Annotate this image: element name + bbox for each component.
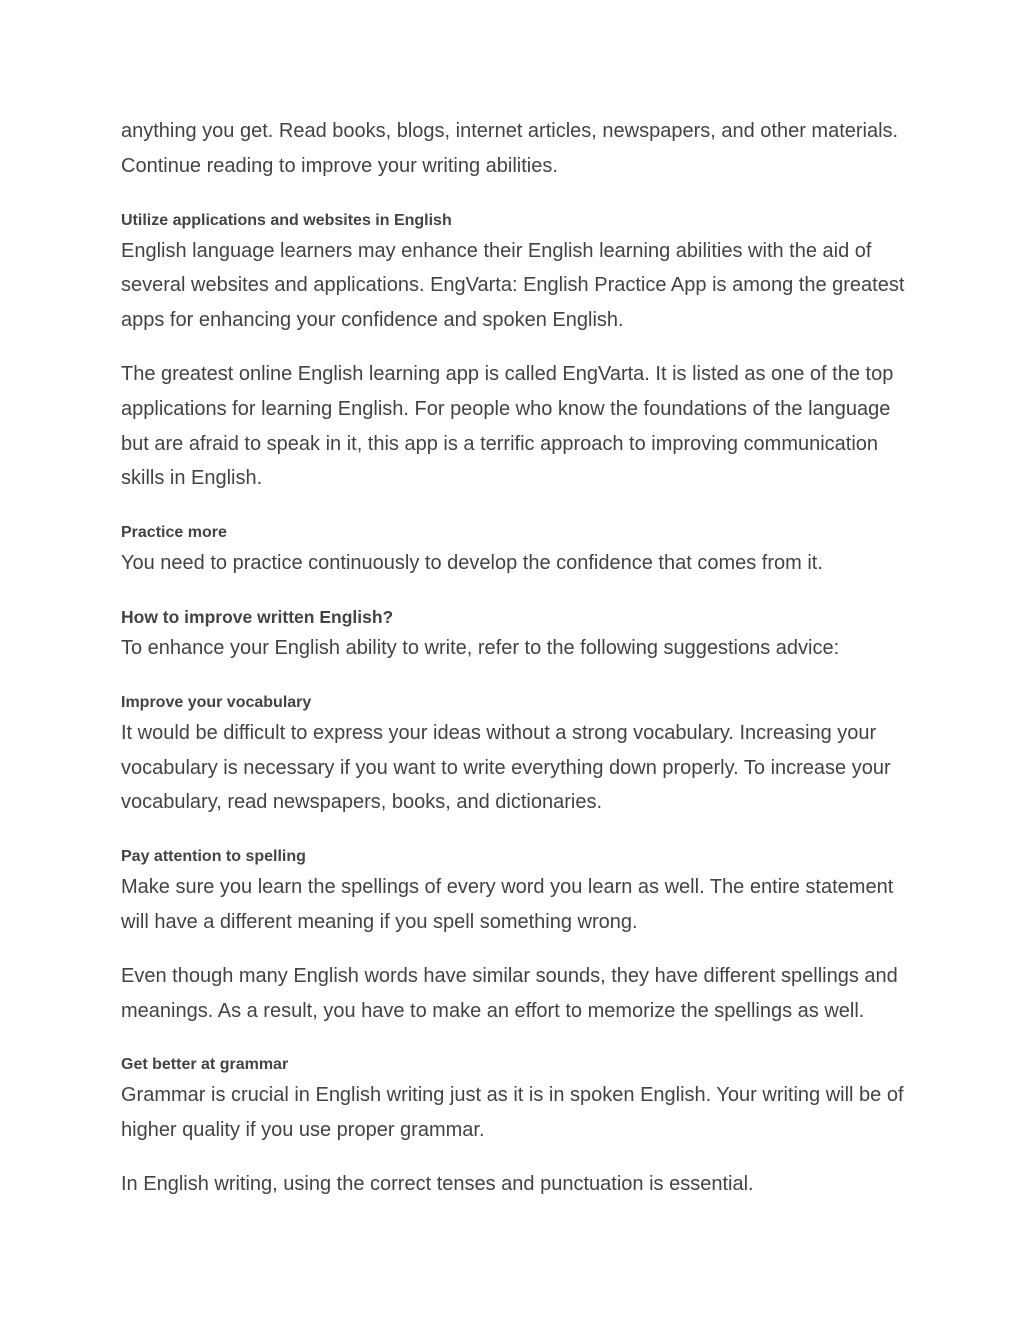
vocabulary-paragraph: It would be difficult to express your ideas without a strong vocabulary. Increasing your vocabulary is necessary if you want to write everything down properly. To increase your vocabulary, read newspapers, books, and dictionaries. — [121, 721, 891, 814]
grammar-paragraph-1: Grammar is crucial in English writing just as it is in spoken English. Your writing will be of higher quality if you use proper grammar. — [121, 1084, 904, 1142]
heading-written-english: How to improve written English? — [121, 606, 394, 627]
heading-practice-more: Practice more — [121, 524, 227, 542]
spelling-paragraph-2: Even though many English words have similar sounds, they have different spellings and meanings. As a result, you have to make an effort to memorize the spellings as well. — [121, 964, 898, 1022]
grammar-paragraph-2: In English writing, using the correct tenses and punctuation is essential. — [121, 1172, 754, 1195]
written-paragraph: To enhance your English ability to write, refer to the following suggestions advice: — [121, 636, 840, 659]
heading-apps-websites: Utilize applications and websites in English — [121, 211, 452, 229]
practice-paragraph: You need to practice continuously to develop the confidence that comes from it. — [121, 552, 823, 575]
apps-paragraph-1: English language learners may enhance their English learning abilities with the aid of several websites and applications. EngVarta: English Practice App is among the greatest apps for enhancing your confidence and spoken English. — [121, 239, 905, 332]
heading-spelling: Pay attention to spelling — [121, 848, 306, 866]
intro-paragraph: anything you get. Read books, blogs, internet articles, newspapers, and other materials. Continue reading to improve your writing abilities. — [121, 120, 899, 177]
document-page — [121, 114, 911, 1202]
heading-grammar: Get better at grammar — [121, 1056, 289, 1074]
heading-vocabulary: Improve your vocabulary — [121, 693, 312, 711]
spelling-paragraph-1: Make sure you learn the spellings of every word you learn as well. The entire statement will have a different meaning if you spell something wrong. — [121, 876, 894, 933]
apps-paragraph-2: The greatest online English learning app is called EngVarta. It is listed as one of the top applications for learning English. For people who know the foundations of the language but are afraid to speak in it, this app is a terrific approach to improving communication skills in English. — [121, 362, 894, 490]
